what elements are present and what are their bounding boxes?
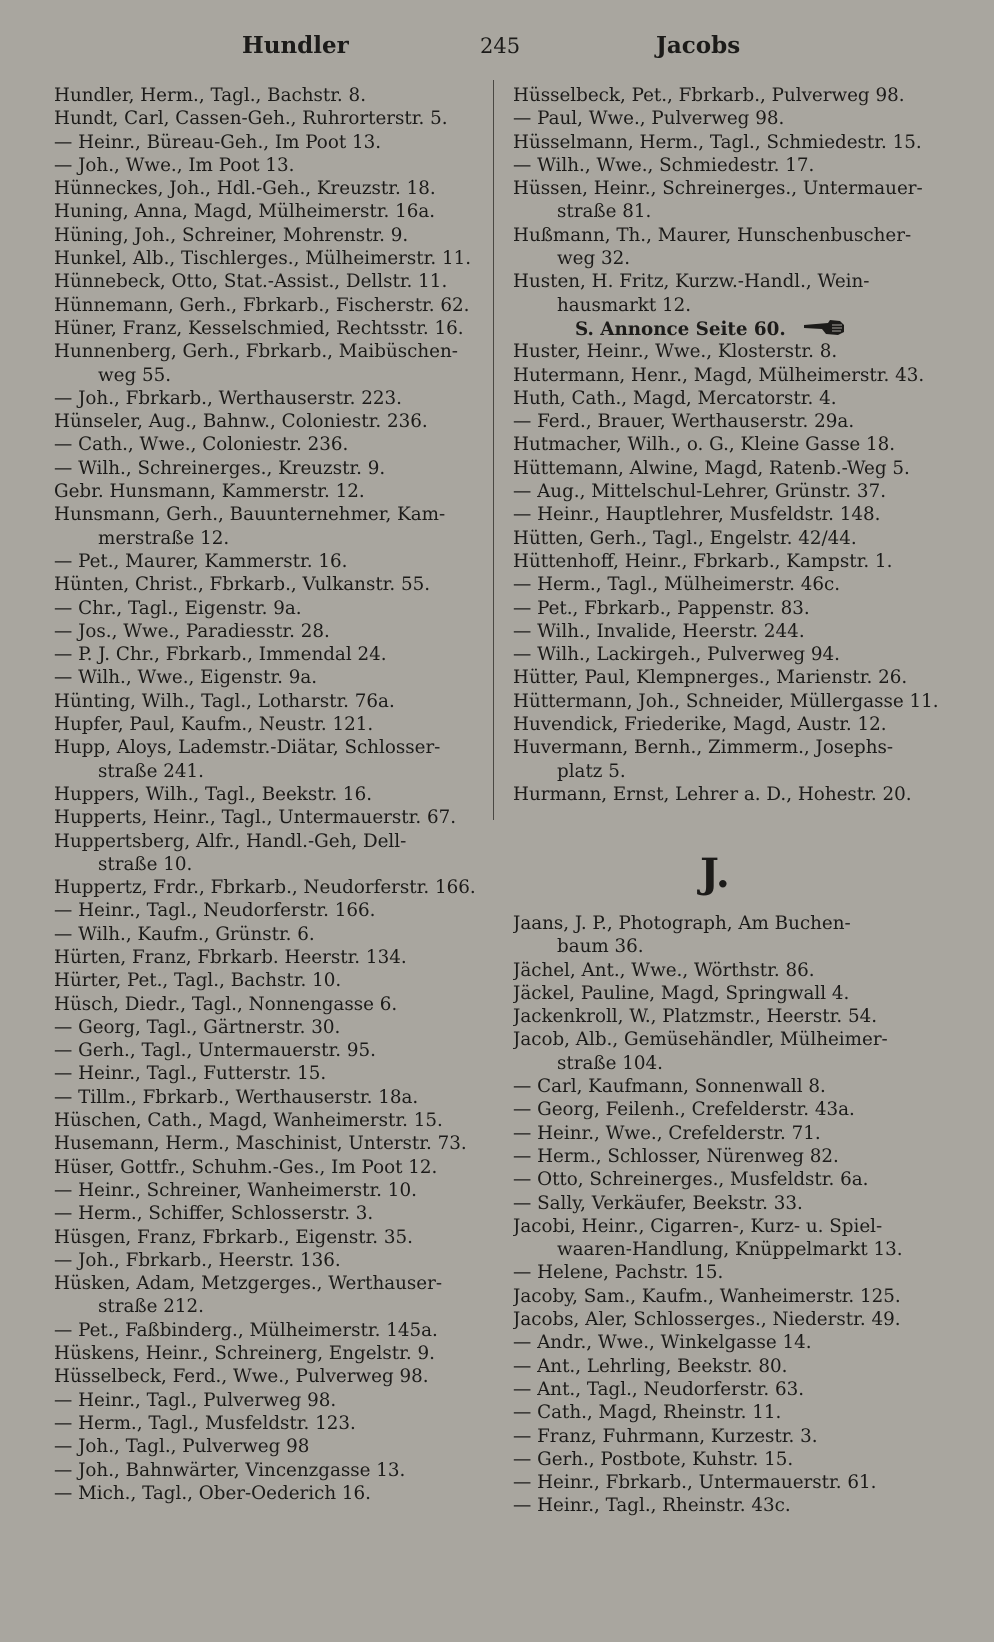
directory-entry: Jäckel, Pauline, Magd, Springwall 4. [513,982,850,1004]
directory-entry: Hüser, Gottfr., Schuhm.-Ges., Im Poot 12. [54,1156,438,1178]
directory-entry: — Jos., Wwe., Paradiesstr. 28. [54,620,330,642]
directory-entry: — Sally, Verkäufer, Beekstr. 33. [513,1192,803,1214]
directory-entry: Hundler, Herm., Tagl., Bachstr. 8. [54,85,367,106]
right-column-part-b [513,340,943,806]
page-header [0,32,994,66]
directory-entry: Hupp, Aloys, Lademstr.-Diätar, Schlosser- [54,737,441,759]
directory-entry: Hüsselbeck, Ferd., Wwe., Pulverweg 98. [54,1366,429,1388]
page-number: 245 [480,34,521,58]
directory-entry: Hunkel, Alb., Tischlerges., Mülheimerstr. 11. [54,248,472,270]
directory-entry: — Paul, Wwe., Pulverweg 98. [513,108,785,130]
directory-entry: Hüskens, Heinr., Schreinerg, Engelstr. 9. [54,1343,435,1365]
directory-entry: — Pet., Maurer, Kammerstr. 16. [54,550,348,572]
directory-entry: Hüsken, Adam, Metzgerges., Werthauser- [54,1273,443,1295]
directory-entry: — Heinr., Büreau-Geh., Im Poot 13. [54,131,382,153]
directory-entry: Jaans, J. P., Photograph, Am Buchen- [513,913,851,934]
directory-entry: — Heinr., Tagl., Futterstr. 15. [54,1063,327,1085]
directory-entry: merstraße 12. [98,527,230,549]
directory-entry: Hütten, Gerh., Tagl., Engelstr. 42/44. [513,527,857,549]
directory-entry: waaren-Handlung, Knüppelmarkt 13. [557,1239,903,1261]
directory-entry: Hunnenberg, Gerh., Fbrkarb., Maibüschen- [54,341,458,363]
directory-entry: Hüssen, Heinr., Schreinerges., Untermauer- [513,178,923,200]
directory-entry: Huppertsberg, Alfr., Handl.-Geh, Dell- [54,830,407,852]
directory-entry: Hundt, Carl, Cassen-Geh., Ruhrorterstr. 5. [54,108,448,130]
directory-entry: Hünten, Christ., Fbrkarb., Vulkanstr. 55. [54,574,431,596]
directory-entry: — Ferd., Brauer, Werthauserstr. 29a. [513,411,855,433]
directory-entry: Huth, Cath., Magd, Mercatorstr. 4. [513,387,837,409]
directory-entry: Hünting, Wilh., Tagl., Lotharstr. 76a. [54,690,395,712]
header-left-keyword: Hundler [242,32,349,59]
directory-entry: Hupfer, Paul, Kaufm., Neustr. 121. [54,714,374,736]
right-column-section-j [513,912,943,1518]
directory-entry: — Gerh., Postbote, Kuhstr. 15. [513,1448,794,1470]
directory-entry: — Carl, Kaufmann, Sonnenwall 8. [513,1076,826,1098]
directory-entry: Husemann, Herm., Maschinist, Unterstr. 73. [54,1133,467,1155]
directory-entry: — Pet., Faßbinderg., Mülheimerstr. 145a. [54,1319,438,1341]
directory-entry: — Wilh., Kaufm., Grünstr. 6. [54,923,315,945]
directory-entry: — Herm., Tagl., Musfeldstr. 123. [54,1412,356,1434]
directory-entry: — Ant., Lehrling, Beekstr. 80. [513,1355,788,1377]
left-column [54,84,484,1505]
directory-entry: Jacobi, Heinr., Cigarren-, Kurz- u. Spiel- [513,1215,883,1237]
directory-entry: Hunsmann, Gerh., Bauunternehmer, Kam- [54,504,446,526]
directory-entry: — Tillm., Fbrkarb., Werthauserstr. 18a. [54,1086,419,1108]
directory-entry: — Helene, Pachstr. 15. [513,1262,724,1284]
directory-entry: — Chr., Tagl., Eigenstr. 9a. [54,597,302,619]
directory-entry: Hüning, Joh., Schreiner, Mohrenstr. 9. [54,224,409,246]
directory-entry: Gebr. Hunsmann, Kammerstr. 12. [54,481,365,503]
directory-entry: — Ant., Tagl., Neudorferstr. 63. [513,1378,805,1400]
directory-entry: Hüttenhoff, Heinr., Fbrkarb., Kampstr. 1. [513,550,893,572]
directory-entry: — Heinr., Hauptlehrer, Musfeldstr. 148. [513,504,881,526]
directory-entry: — Otto, Schreinerges., Musfeldstr. 6a. [513,1169,869,1191]
directory-entry: — Herm., Tagl., Mülheimerstr. 46c. [513,574,841,596]
header-right-keyword: Jacobs [656,32,741,59]
directory-entry: — Cath., Wwe., Coloniestr. 236. [54,434,349,456]
directory-entry: hausmarkt 12. [557,294,692,316]
directory-entry: Hünnemann, Gerh., Fbrkarb., Fischerstr. 62. [54,294,470,316]
directory-entry: straße 10. [98,853,193,875]
directory-entry: Hüsch, Diedr., Tagl., Nonnengasse 6. [54,993,398,1015]
directory-entry: — Georg, Tagl., Gärtnerstr. 30. [54,1016,341,1038]
directory-entry: Hutmacher, Wilh., o. G., Kleine Gasse 18. [513,434,896,456]
directory-entry: — Joh., Tagl., Pulverweg 98 [54,1436,310,1458]
directory-entry: — Andr., Wwe., Winkelgasse 14. [513,1332,812,1354]
section-letter: J. [700,850,730,897]
directory-entry: — Franz, Fuhrmann, Kurzestr. 3. [513,1425,818,1447]
directory-entry: — Heinr., Wwe., Crefelderstr. 71. [513,1122,821,1144]
directory-entry: Hütter, Paul, Klempnerges., Marienstr. 26. [513,667,908,689]
directory-entry: weg 55. [98,364,172,386]
directory-entry: — P. J. Chr., Fbrkarb., Immendal 24. [54,644,387,666]
directory-entry: — Heinr., Fbrkarb., Untermauerstr. 61. [513,1472,877,1494]
directory-entry: Hünneckes, Joh., Hdl.-Geh., Kreuzstr. 18. [54,178,436,200]
directory-entry: — Wilh., Wwe., Eigenstr. 9a. [54,667,318,689]
directory-entry: — Pet., Fbrkarb., Pappenstr. 83. [513,597,810,619]
directory-entry: Jacoby, Sam., Kaufm., Wanheimerstr. 125. [513,1285,901,1307]
directory-entry: — Wilh., Invalide, Heerstr. 244. [513,620,805,642]
directory-entry: Husten, H. Fritz, Kurzw.-Handl., Wein- [513,271,870,293]
directory-entry: — Gerh., Tagl., Untermauerstr. 95. [54,1040,376,1062]
annonce-reference [513,317,943,340]
directory-entry: straße 241. [98,760,204,782]
directory-entry: Huster, Heinr., Wwe., Klosterstr. 8. [513,341,838,363]
directory-entry: Hünseler, Aug., Bahnw., Coloniestr. 236. [54,411,428,433]
right-column [513,84,943,806]
directory-entry: Jacob, Alb., Gemüsehändler, Mülheimer- [513,1029,888,1051]
directory-entry: — Aug., Mittelschul-Lehrer, Grünstr. 37. [513,481,887,503]
directory-entry: Hupperts, Heinr., Tagl., Untermauerstr. 67. [54,807,457,829]
directory-entry: straße 81. [557,201,652,223]
directory-entry: — Heinr., Tagl., Rheinstr. 43c. [513,1495,791,1517]
directory-entry: Jacobs, Aler, Schlosserges., Niederstr. 49. [513,1309,901,1331]
directory-entry: — Herm., Schlosser, Nürenweg 82. [513,1145,839,1167]
directory-entry: — Heinr., Tagl., Neudorferstr. 166. [54,900,376,922]
directory-entry: Hußmann, Th., Maurer, Hunschenbuscher- [513,224,912,246]
directory-entry: — Wilh., Wwe., Schmiedestr. 17. [513,154,815,176]
directory-entry: Hurmann, Ernst, Lehrer a. D., Hohestr. 20. [513,783,912,805]
directory-entry: Hüsselbeck, Pet., Fbrkarb., Pulverweg 98. [513,85,905,106]
directory-entry: Huvendick, Friederike, Magd, Austr. 12. [513,714,887,736]
directory-entry: platz 5. [557,760,626,782]
directory-entry: Hutermann, Henr., Magd, Mülheimerstr. 43. [513,364,925,386]
directory-entry: Hürter, Pet., Tagl., Bachstr. 10. [54,970,342,992]
directory-entry: — Mich., Tagl., Ober-Oederich 16. [54,1482,371,1504]
directory-entry: — Wilh., Lackirgeh., Pulverweg 94. [513,644,840,666]
directory-entry: Hüsselmann, Herm., Tagl., Schmiedestr. 15. [513,131,922,153]
right-column-part-a [513,84,943,317]
directory-entry: Jackenkroll, W., Platzmstr., Heerstr. 54. [513,1006,878,1028]
directory-entry: — Joh., Fbrkarb., Werthauserstr. 223. [54,387,402,409]
directory-entry: — Heinr., Schreiner, Wanheimerstr. 10. [54,1179,417,1201]
column-divider [493,80,494,820]
directory-entry: — Georg, Feilenh., Crefelderstr. 43a. [513,1099,855,1121]
directory-entry: Huppers, Wilh., Tagl., Beekstr. 16. [54,783,373,805]
directory-entry: baum 36. [557,936,644,958]
directory-entry: Hüsgen, Franz, Fbrkarb., Eigenstr. 35. [54,1226,413,1248]
directory-entry: — Herm., Schiffer, Schlosserstr. 3. [54,1203,374,1225]
directory-entry: — Joh., Bahnwärter, Vincenzgasse 13. [54,1459,406,1481]
directory-entry: — Cath., Magd, Rheinstr. 11. [513,1402,782,1424]
directory-entry: straße 104. [557,1052,663,1074]
directory-entry: — Heinr., Tagl., Pulverweg 98. [54,1389,337,1411]
directory-entry: weg 32. [557,248,631,270]
directory-entry: Huning, Anna, Magd, Mülheimerstr. 16a. [54,201,436,223]
annonce-text: S. Annonce Seite 60. [575,319,786,341]
directory-entry: Hüttemann, Alwine, Magd, Ratenb.-Weg 5. [513,457,910,479]
directory-entry: Hünnebeck, Otto, Stat.-Assist., Dellstr. 11. [54,271,448,293]
directory-entry: Hüner, Franz, Kesselschmied, Rechtsstr. 16. [54,317,464,339]
directory-entry: Huvermann, Bernh., Zimmerm., Josephs- [513,737,894,759]
directory-entry: Jächel, Ant., Wwe., Wörthstr. 86. [513,959,815,981]
directory-entry: — Joh., Fbrkarb., Heerstr. 136. [54,1249,341,1271]
directory-entry: Hüschen, Cath., Magd, Wanheimerstr. 15. [54,1110,443,1132]
directory-entry: — Wilh., Schreinerges., Kreuzstr. 9. [54,457,386,479]
directory-entry: Huppertz, Frdr., Fbrkarb., Neudorferstr. 166. [54,877,476,899]
directory-entry: Hüttermann, Joh., Schneider, Müllergasse 11. [513,690,939,712]
directory-entry: — Joh., Wwe., Im Poot 13. [54,154,295,176]
directory-entry: straße 212. [98,1296,204,1318]
directory-entry: Hürten, Franz, Fbrkarb. Heerstr. 134. [54,946,407,968]
